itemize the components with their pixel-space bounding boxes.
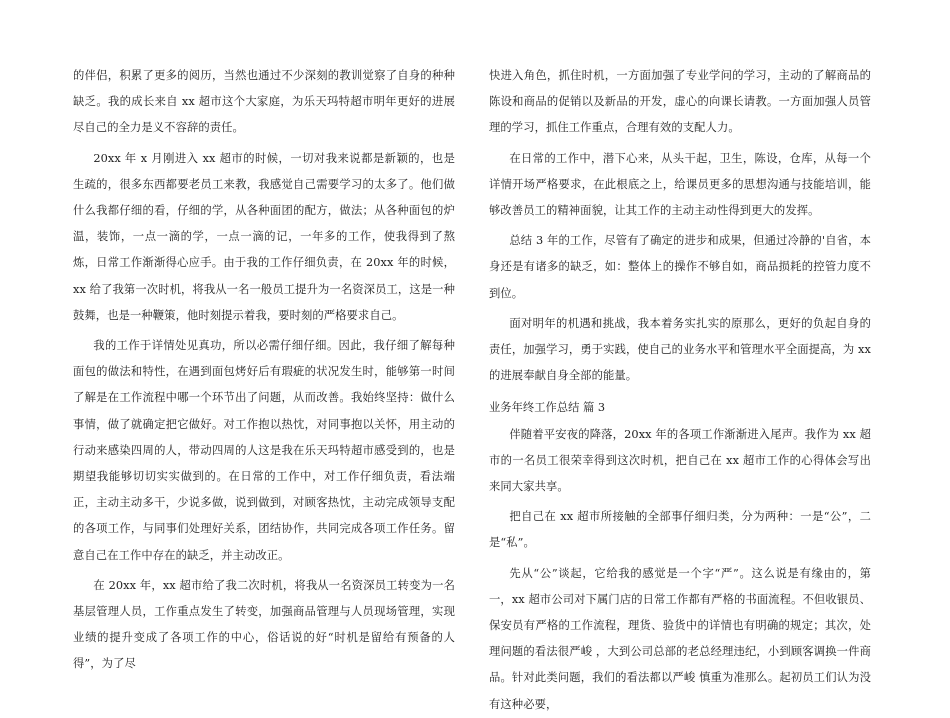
left-column <box>73 63 455 678</box>
paragraph: 我的工作于详情处见真功，所以必需仔细仔细。因此，我仔细了解每种面包的做法和特性，在遇到面包烤好后有瑕疵的状况发生时，能够第一时间了解是在工作流程中哪一个环节出了问题，从而改善。我始终坚持：做什么事情，做了就确定把它做好。对工作抱以热忱，对同事抱以关怀，用主动的行动来感染四周的人，带动四周的人这是我在乐天玛特超市感受到的，也是期望我能够切切实实做到的。在日常的工作中，对工作仔细负责，看法端正，主动主动多干，少说多做，说到做到，对顾客热忱，主动完成领导支配的各项工作，与同事们处理好关系，团结协作，共同完成各项工作任务。留意自己在工作中存在的缺乏，并主动改正。 <box>73 339 455 562</box>
paragraph: 在 20xx 年，xx 超市给了我二次时机，将我从一名资深员工转变为一名基层管理人员，工作重点发生了转变，加强商品管理与人员现场管理，实现业绩的提升变成了各项工作的中心，俗话说的好“时机是留给有预备的人得”，为了尽 <box>73 578 455 671</box>
paragraph: 面对明年的机遇和挑战，我本着务实扎实的原那么，更好的负起自身的责任，加强学习，勇于实践，使自己的业务水平和管理水平全面提高，为 xx 的进展奉献自身全部的能量。 <box>489 316 871 383</box>
paragraph: 在日常的工作中，潜下心来，从头干起，卫生，陈设，仓库，从每一个详情开场严格要求，在此根底之上，给课员更多的思想沟通与技能培训，能够改善员工的精神面貌，让其工作的主动主动性得到更大的发挥。 <box>489 151 871 218</box>
paragraph: 快进入角色，抓住时机，一方面加强了专业学问的学习，主动的了解商品的陈设和商品的促销以及新品的开发，虚心的向课长请教。一方面加强人员管理的学习，抓住工作重点，合理有效的支配人力。 <box>489 69 871 135</box>
paragraph: 总结 3 年的工作，尽管有了确定的进步和成果，但通过冷静的'自省，本身还是有诸多的缺乏，如：整体上的操作不够自如，商品损耗的控管力度不到位。 <box>489 234 871 300</box>
paragraph: 20xx 年 x 月刚进入 xx 超市的时候，一切对我来说都是新颖的，也是生疏的，很多东西都要老员工来教，我感觉自己需要学习的太多了。他们做什么我都仔细的看，仔细的学，从各种面团的配方，做法；从各种面包的炉温，装饰，一点一滴的学，一点一滴的记，一年多的工作，使我得到了熬炼，日常工作渐渐得心应手。由于我的工作仔细负责，在 20xx 年的时候，xx 给了我第一次时机，将我从一名一般员工提升为一名资深员工，这是一种鼓舞，也是一种鞭策，他时刻提示着我，要时刻的严格要求自己。 <box>73 151 455 322</box>
right-column <box>489 63 871 718</box>
section-heading: 业务年终工作总结 篇 3 <box>489 401 606 415</box>
paragraph: 的伴侣，积累了更多的阅历，当然也通过不少深刻的教训觉察了自身的种种缺乏。我的成长来自 xx 超市这个大家庭，为乐天玛特超市明年更好的进展尽自己的全力是义不容辞的责任。 <box>73 69 455 135</box>
paragraph: 先从“公”谈起，它给我的感觉是一个字“严”。这么说是有缘由的，第一，xx 超市公司对下属门店的日常工作都有严格的书面流程。不但收银员、保安员有严格的工作流程，理货、验货中的详情也有明确的规定；其次，处理问题的看法很严峻 ，大到公司总部的老总经理违纪，小到顾客调换一件商品。针对此类问题，我们的看法都以严峻 慎重为准那么。起初员工们认为没有这种必要， <box>489 566 871 711</box>
paragraph: 把自己在 xx 超市所接触的全部事仔细归类，分为两种：一是“公”，二是“私”。 <box>489 510 871 550</box>
paragraph: 伴随着平安夜的降落，20xx 年的各项工作渐渐进入尾声。我作为 xx 超市的一名员工很荣幸得到这次时机，把自己在 xx 超市工作的心得体会写出来同大家共享。 <box>489 427 871 494</box>
